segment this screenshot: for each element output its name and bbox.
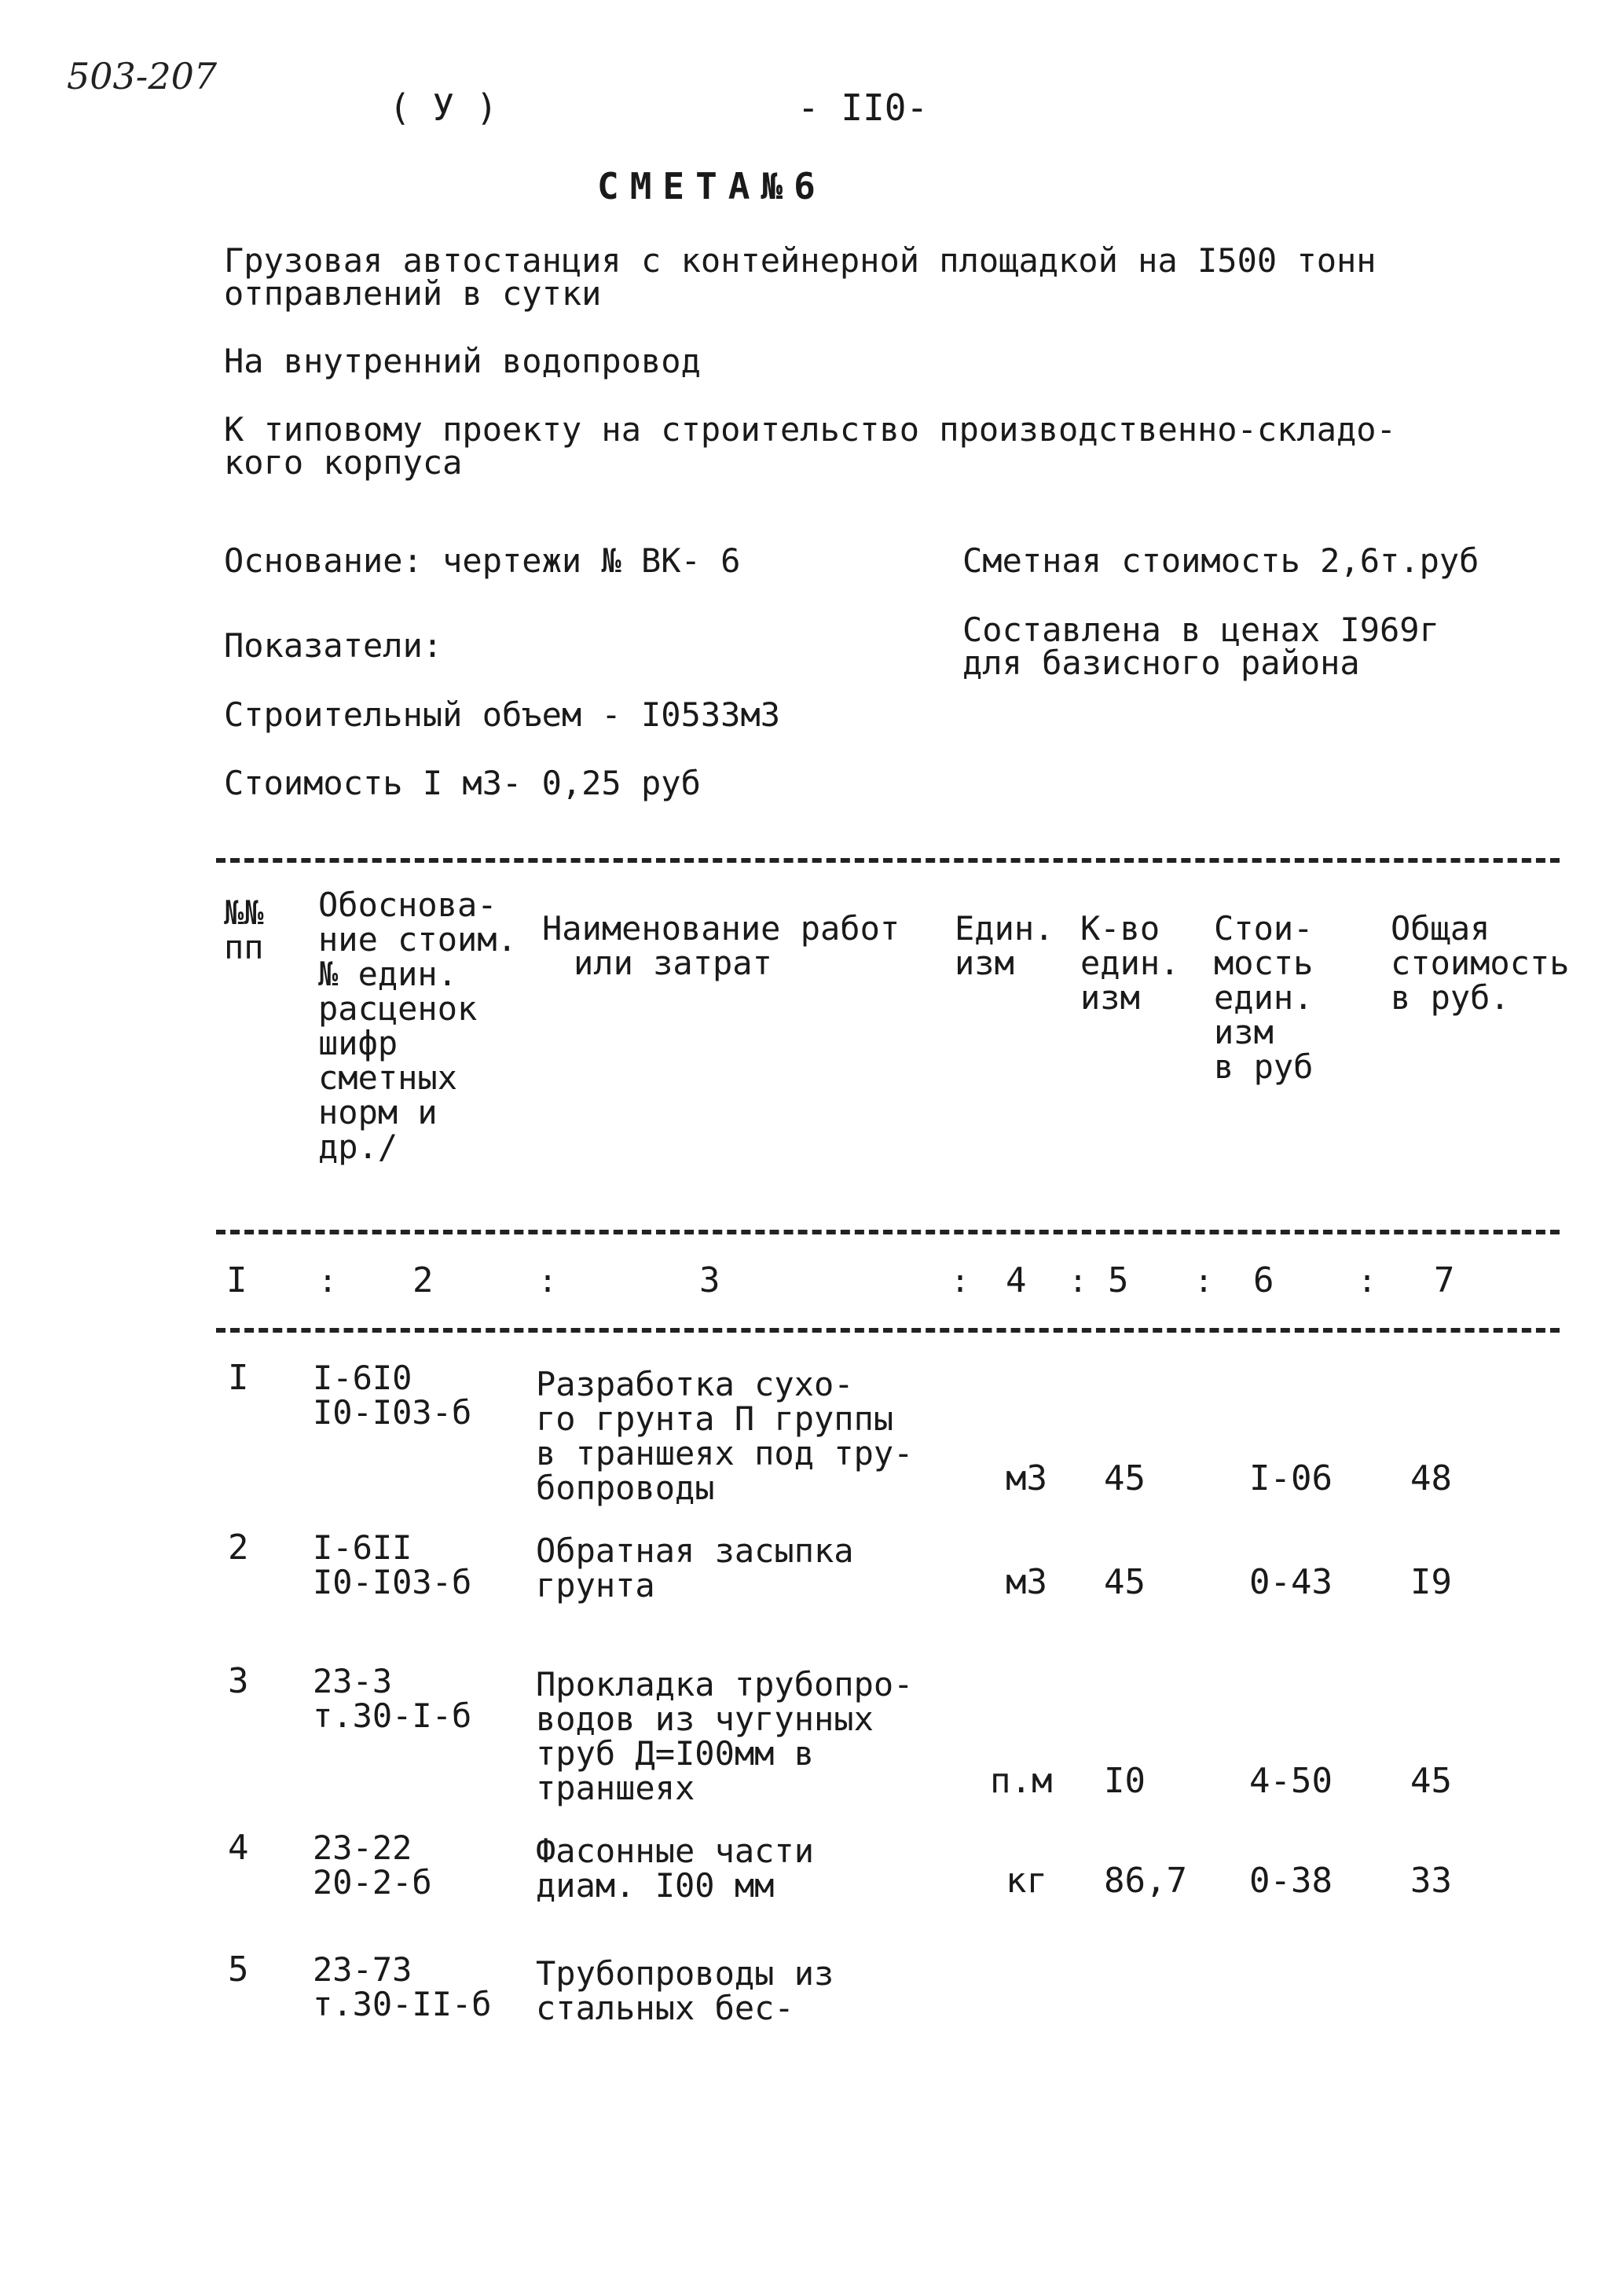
row-unit-price: I-06 bbox=[1249, 1458, 1333, 1498]
header-col7 bbox=[1391, 911, 1570, 1015]
header-text: Стои- bbox=[1214, 909, 1314, 948]
col-number: I bbox=[226, 1260, 247, 1300]
header-text: в руб bbox=[1214, 1047, 1314, 1086]
row-name bbox=[536, 1954, 834, 2027]
header-text: един. bbox=[1080, 944, 1180, 982]
header-text: шифр bbox=[318, 1024, 398, 1062]
header-col1 bbox=[224, 893, 264, 966]
header-col6 bbox=[1214, 911, 1313, 1084]
header-text: мость bbox=[1214, 944, 1314, 982]
row-qty: 45 bbox=[1104, 1562, 1146, 1602]
name-line: Трубопроводы из bbox=[536, 1954, 834, 1993]
header-col5 bbox=[1080, 911, 1179, 1015]
name-line: стальных бес- bbox=[536, 1989, 794, 2027]
header-text: Обоснова- bbox=[318, 886, 497, 924]
col-number: 4 bbox=[1006, 1260, 1027, 1300]
header-text: изм bbox=[1214, 1013, 1274, 1051]
row-number: 4 bbox=[228, 1828, 249, 1868]
code-line: 23-22 bbox=[313, 1828, 412, 1867]
row-qty: 86,7 bbox=[1104, 1861, 1187, 1901]
row-name bbox=[536, 1667, 913, 1806]
row-number: 2 bbox=[228, 1528, 249, 1568]
header-text: в руб. bbox=[1391, 978, 1510, 1017]
row-name bbox=[536, 1834, 814, 1903]
header-text: изм bbox=[955, 944, 1014, 982]
name-line: Обратная засыпка bbox=[536, 1531, 854, 1570]
name-line: грунта bbox=[536, 1566, 655, 1605]
row-total: 33 bbox=[1410, 1861, 1452, 1901]
row-number: 5 bbox=[228, 1949, 249, 1990]
code-line: т.30-II-б bbox=[313, 1985, 492, 2023]
row-qty: 45 bbox=[1104, 1458, 1146, 1498]
header-text: ние стоим. bbox=[318, 920, 517, 959]
col-number: 6 bbox=[1253, 1260, 1274, 1300]
table-top-rule bbox=[216, 858, 1560, 863]
row-qty: I0 bbox=[1104, 1761, 1146, 1801]
row-total: I9 bbox=[1410, 1562, 1452, 1602]
header-text: или затрат bbox=[574, 944, 772, 982]
code-line: т.30-I-б bbox=[313, 1696, 472, 1735]
header-text: К-во bbox=[1080, 909, 1160, 948]
code-line: I-6I0 bbox=[313, 1359, 412, 1397]
row-total: 48 bbox=[1410, 1458, 1452, 1498]
header-text: сметных bbox=[318, 1058, 458, 1097]
row-code bbox=[313, 1828, 432, 1902]
code-line: 23-73 bbox=[313, 1950, 412, 1989]
header-text: др./ bbox=[318, 1128, 398, 1166]
column-separator: : bbox=[1358, 1264, 1377, 1300]
header-text: пп bbox=[224, 928, 264, 966]
header-text: Един. bbox=[955, 909, 1054, 948]
name-line: диам. I00 мм bbox=[536, 1866, 775, 1905]
name-line: Фасонные части bbox=[536, 1832, 815, 1870]
col-number: 5 bbox=[1108, 1260, 1129, 1300]
row-code bbox=[313, 1664, 471, 1733]
page-title: СМЕТА№6 bbox=[597, 165, 827, 207]
row-code bbox=[313, 1528, 472, 1601]
desc-line-5: кого корпуса bbox=[224, 443, 463, 482]
row-unit-price: 0-38 bbox=[1249, 1861, 1333, 1901]
header-col3 bbox=[542, 911, 900, 981]
header-text: стоимость bbox=[1391, 944, 1570, 982]
row-code bbox=[313, 1361, 471, 1430]
name-line: в траншеях под тру- bbox=[536, 1434, 914, 1473]
row-total: 45 bbox=[1410, 1761, 1452, 1801]
header-text: расценок bbox=[318, 989, 478, 1028]
column-separator: : bbox=[538, 1264, 558, 1300]
page-mark: ( У ) bbox=[389, 86, 498, 129]
code-line: 20-2-б bbox=[313, 1863, 432, 1902]
column-separator: : bbox=[951, 1264, 970, 1300]
row-code bbox=[313, 1950, 492, 2023]
code-line: I0-I03-б bbox=[313, 1563, 472, 1601]
col-number: 2 bbox=[412, 1260, 434, 1300]
unit-cost: Стоимость I м3- 0,25 руб bbox=[224, 764, 701, 802]
row-unit: п.м bbox=[990, 1761, 1053, 1801]
row-name bbox=[536, 1531, 854, 1605]
column-separator: : bbox=[318, 1264, 338, 1300]
name-line: го грунта П группы bbox=[536, 1399, 894, 1438]
estimated-cost: Сметная стоимость 2,6т.руб bbox=[962, 541, 1479, 580]
building-volume: Строительный объем - I0533м3 bbox=[224, 695, 781, 734]
name-line: бопроводы bbox=[536, 1469, 715, 1507]
indicators-label: Показатели: bbox=[224, 626, 443, 665]
row-number: 3 bbox=[228, 1661, 249, 1701]
row-number: I bbox=[228, 1358, 249, 1398]
column-separator: : bbox=[1194, 1264, 1214, 1300]
header-text: №№ bbox=[224, 893, 264, 932]
row-unit: м3 bbox=[1006, 1458, 1047, 1498]
numbers-bottom-rule bbox=[216, 1328, 1560, 1333]
code-line: I0-I03-б bbox=[313, 1393, 472, 1432]
column-separator: : bbox=[1069, 1264, 1088, 1300]
basis-text: Основание: чертежи № ВК- 6 bbox=[224, 541, 741, 580]
name-line: траншеях bbox=[536, 1769, 695, 1807]
header-text: Наименование работ bbox=[542, 909, 900, 948]
prices-line-1: Составлена в ценах I969г bbox=[962, 611, 1439, 649]
col-number: 7 bbox=[1434, 1260, 1455, 1300]
col-number: 3 bbox=[699, 1260, 720, 1300]
name-line: Прокладка трубопро- bbox=[536, 1665, 914, 1704]
header-text: изм bbox=[1080, 978, 1140, 1017]
row-unit: кг bbox=[1006, 1861, 1047, 1901]
page-number: - II0- bbox=[797, 86, 929, 129]
desc-line-2: отправлений в сутки bbox=[224, 274, 602, 313]
header-text: № един. bbox=[318, 955, 458, 993]
desc-line-1: Грузовая автостанция с контейнерной площадкой на I500 тонн bbox=[224, 241, 1377, 280]
row-unit-price: 0-43 bbox=[1249, 1562, 1333, 1602]
header-bottom-rule bbox=[216, 1230, 1560, 1234]
header-col4 bbox=[955, 911, 1054, 981]
name-line: труб Д=I00мм в bbox=[536, 1734, 815, 1773]
header-text: Общая bbox=[1391, 909, 1490, 948]
row-name bbox=[536, 1367, 913, 1506]
row-unit: м3 bbox=[1006, 1562, 1047, 1602]
row-unit-price: 4-50 bbox=[1249, 1761, 1333, 1801]
header-col2 bbox=[318, 888, 517, 1165]
handwritten-code: 503-207 bbox=[67, 55, 218, 97]
name-line: Разработка сухо- bbox=[536, 1365, 854, 1403]
header-text: норм и bbox=[318, 1093, 438, 1131]
name-line: водов из чугунных bbox=[536, 1700, 874, 1738]
code-line: 23-3 bbox=[313, 1662, 393, 1700]
code-line: I-6II bbox=[313, 1528, 412, 1567]
header-text: един. bbox=[1214, 978, 1314, 1017]
prices-line-2: для базисного района bbox=[962, 644, 1360, 682]
desc-line-3: На внутренний водопровод bbox=[224, 342, 701, 380]
desc-line-4: К типовому проекту на строительство производственно-складо- bbox=[224, 410, 1396, 449]
